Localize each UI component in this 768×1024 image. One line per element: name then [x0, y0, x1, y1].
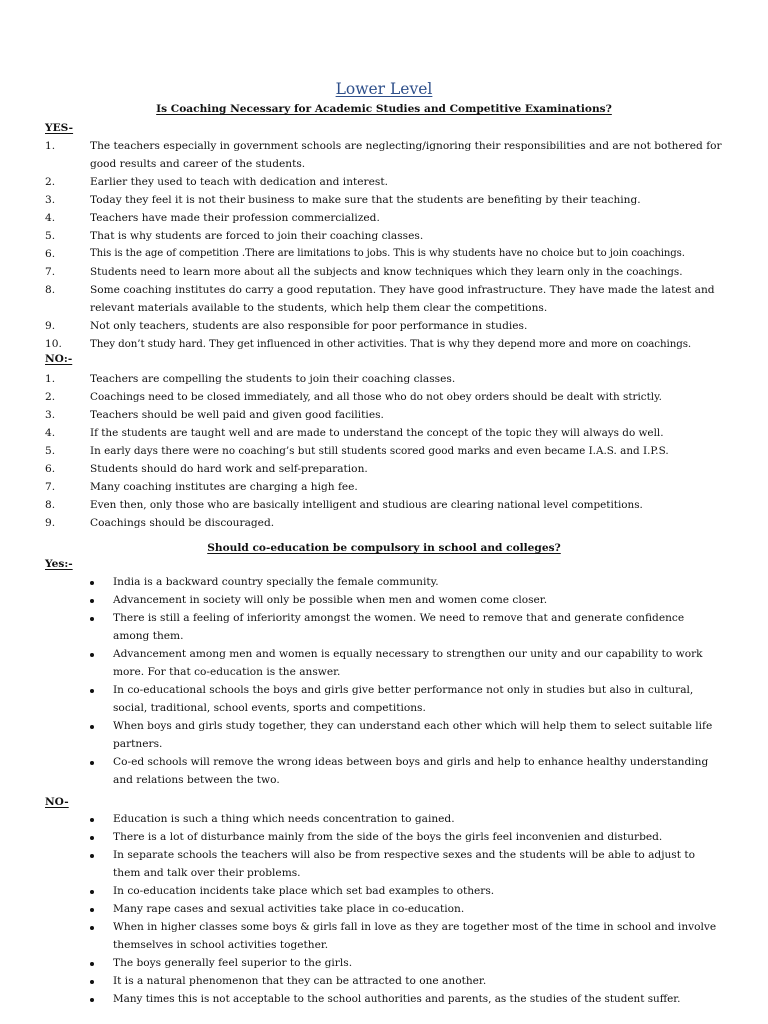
list-item: 1. Teachers are compelling the students to join their coaching classes. — [45, 373, 456, 385]
list-item: 4. Teachers have made their profession commercialized. — [45, 212, 380, 224]
list-item: 9. Coachings should be discouraged. — [45, 517, 275, 529]
bullet-icon — [90, 954, 94, 972]
list-item: 2. Earlier they used to teach with dedication and interest. — [45, 176, 388, 188]
list-item: 8. Some coaching institutes do carry a good reputation. They have good infrastructure. They have made the latest and relevant materials available to the students, which help them clear the competitions. — [45, 284, 715, 314]
bullet-icon — [90, 972, 94, 990]
list-item: 6. This is the age of competition .There are limitations to jobs. This is why students have no choice but to join coachings. — [45, 248, 685, 260]
coaching-yes-list — [0, 137, 768, 353]
list-item: 1. The teachers especially in government schools are neglecting/ignoring their responsibilities and are not bothered for good results and career of the students. — [45, 140, 722, 170]
list-item: Many rape cases and sexual activities take place in co-education. — [0, 900, 768, 918]
list-item: There is a lot of disturbance mainly from the side of the boys the girls feel inconvenien and disturbed. — [0, 828, 768, 846]
bullet-icon — [90, 918, 94, 936]
bullet-icon — [90, 609, 94, 627]
page-title: Lower Level — [335, 80, 433, 98]
section-heading-coeducation: Should co-education be compulsory in school and colleges? — [207, 542, 561, 554]
list-item: 3. Teachers should be well paid and given good facilities. — [45, 409, 384, 421]
bullet-icon — [90, 681, 94, 699]
bullet-icon — [90, 573, 94, 591]
yes-heading-coeducation: Yes:- — [45, 558, 73, 570]
coeducation-no-list — [0, 810, 768, 1008]
list-item: 7. Many coaching institutes are charging a high fee. — [45, 481, 358, 493]
bullet-icon — [90, 753, 94, 771]
list-item: Advancement in society will only be possible when men and women come closer. — [0, 591, 768, 609]
list-item: In co-educational schools the boys and girls give better performance not only in studies but also in cultural, social, traditional, school events, sports and competitions. — [0, 681, 768, 717]
list-item: In separate schools the teachers will also be from respective sexes and the students will be able to adjust to them and talk over their problems. — [0, 846, 768, 882]
list-item: When in higher classes some boys & girls fall in love as they are together most of the time in school and involve themselves in school activities together. — [0, 918, 768, 954]
bullet-icon — [90, 810, 94, 828]
list-item: Education is such a thing which needs concentration to gained. — [0, 810, 768, 828]
list-item: 5. In early days there were no coaching’s but still students scored good marks and even became I.A.S. and I.P.S. — [45, 445, 669, 457]
bullet-icon — [90, 645, 94, 663]
bullet-icon — [90, 846, 94, 864]
bullet-icon — [90, 900, 94, 918]
list-item: There is still a feeling of inferiority amongst the women. We need to remove that and generate confidence among them. — [0, 609, 768, 645]
list-item: 10. They don’t study hard. They get influenced in other activities. That is why they depend more and more on coachings. — [45, 338, 692, 350]
bullet-icon — [90, 828, 94, 846]
yes-heading-coaching: YES- — [45, 122, 74, 134]
list-item: 7. Students need to learn more about all the subjects and know techniques which they learn only in the coachings. — [45, 266, 683, 278]
list-item: Many times this is not acceptable to the school authorities and parents, as the studies of the student suffer. — [0, 990, 768, 1008]
list-item: When boys and girls study together, they can understand each other which will help them to select suitable life partners. — [0, 717, 768, 753]
bullet-icon — [90, 717, 94, 735]
list-item: India is a backward country specially the female community. — [0, 573, 768, 591]
list-item: Advancement among men and women is equally necessary to strengthen our unity and our capability to work more. For that co-education is the answer. — [0, 645, 768, 681]
list-item: 6. Students should do hard work and self-preparation. — [45, 463, 368, 475]
section-heading-coaching: Is Coaching Necessary for Academic Studies and Competitive Examinations? — [156, 103, 612, 115]
coaching-no-list — [0, 370, 768, 532]
list-item: 3. Today they feel it is not their business to make sure that the students are benefiting by their teaching. — [45, 194, 641, 206]
list-item: 2. Coachings need to be closed immediately, and all those who do not obey orders should be dealt with strictly. — [45, 391, 662, 403]
list-item: In co-education incidents take place which set bad examples to others. — [0, 882, 768, 900]
list-item: It is a natural phenomenon that they can be attracted to one another. — [0, 972, 768, 990]
list-item: 4. If the students are taught well and are made to understand the concept of the topic they will always do well. — [45, 427, 664, 439]
bullet-icon — [90, 882, 94, 900]
list-item: Co-ed schools will remove the wrong ideas between boys and girls and help to enhance healthy understanding and relations between the two. — [0, 753, 768, 789]
bullet-icon — [90, 591, 94, 609]
list-item: 5. That is why students are forced to join their coaching classes. — [45, 230, 424, 242]
coeducation-yes-list — [0, 573, 768, 789]
no-heading-coaching: NO:- — [45, 353, 73, 365]
bullet-icon — [90, 990, 94, 1008]
list-item: 8. Even then, only those who are basically intelligent and studious are clearing national level competitions. — [45, 499, 643, 511]
no-heading-coeducation: NO- — [45, 796, 69, 808]
list-item: 9. Not only teachers, students are also responsible for poor performance in studies. — [45, 320, 528, 332]
list-item: The boys generally feel superior to the girls. — [0, 954, 768, 972]
